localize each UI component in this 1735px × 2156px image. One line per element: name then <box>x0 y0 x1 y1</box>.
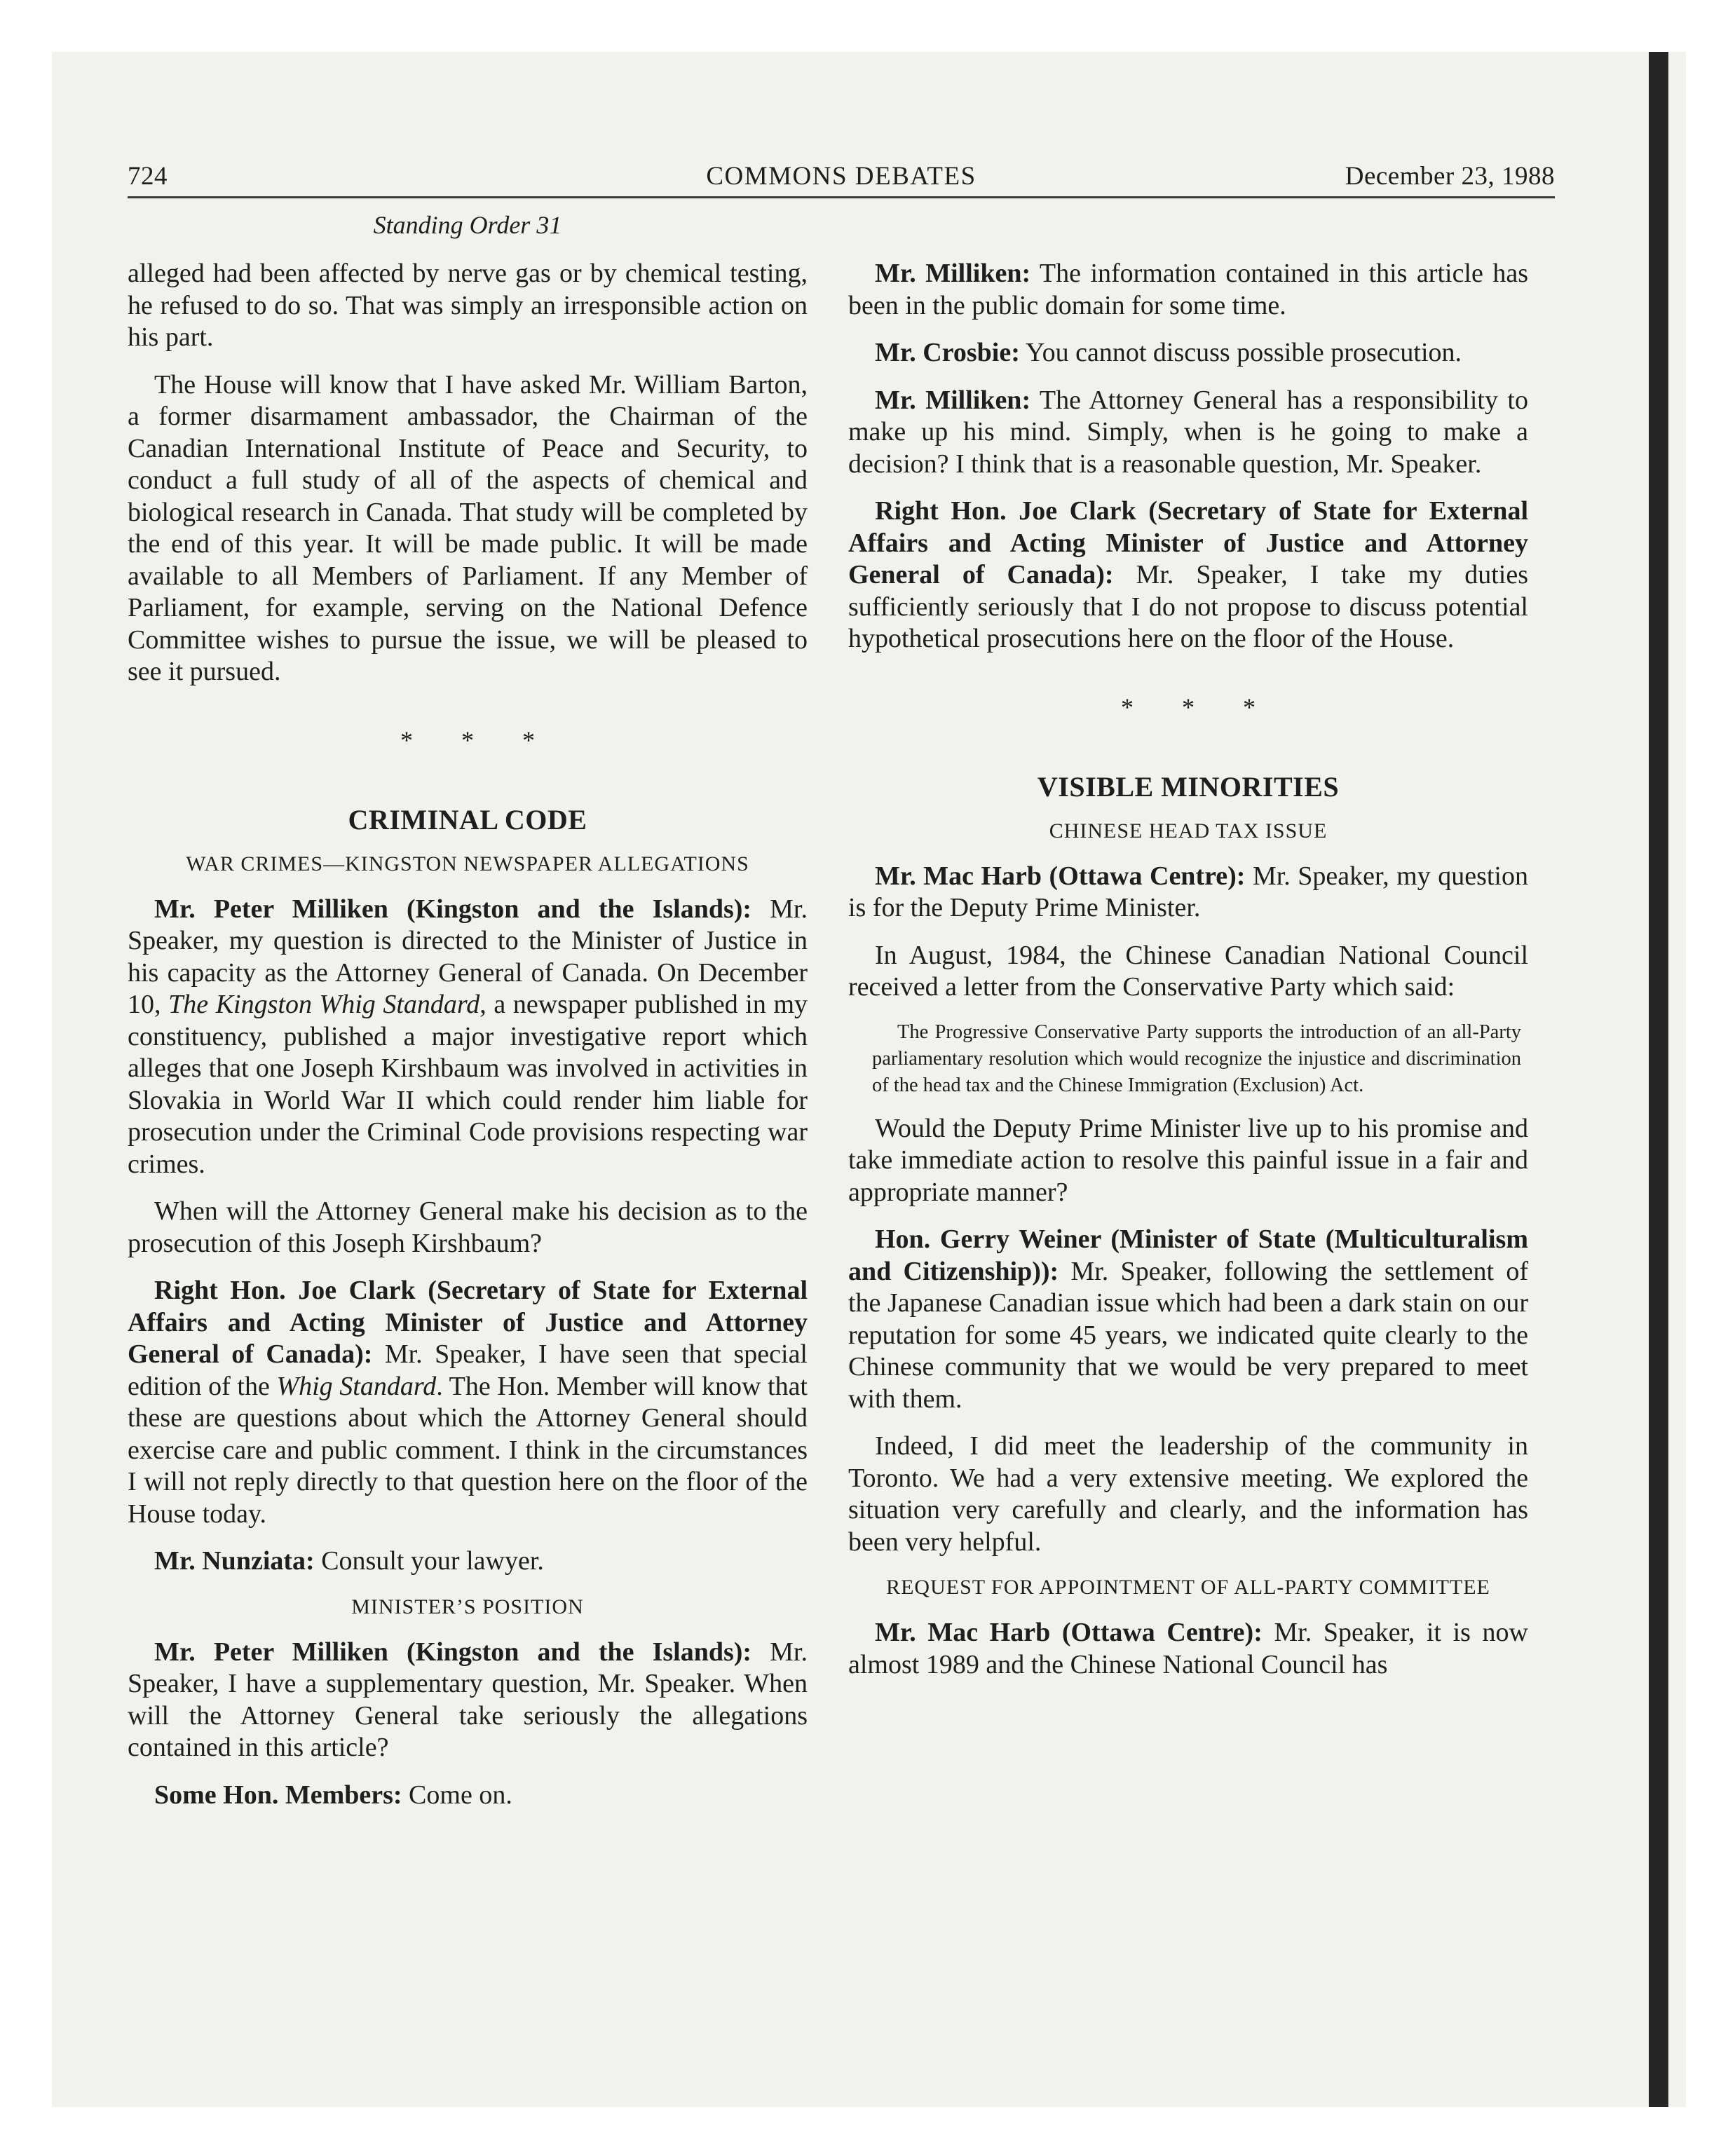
section-title: VISIBLE MINORITIES <box>1037 771 1340 803</box>
header-date: December 23, 1988 <box>1345 162 1555 191</box>
speaker-name: Mr. Peter Milliken (Kingston and the Islands): <box>154 1637 752 1667</box>
paragraph <box>848 385 1528 481</box>
right-column <box>848 258 1528 1696</box>
speech-text: Mr. Speaker, my question is for the Deputy Prime Minister. <box>848 861 1528 922</box>
speaker-name: Mr. Crosbie: <box>875 338 1020 367</box>
speaker-name: Mr. Mac Harb (Ottawa Centre): <box>875 861 1246 891</box>
speech-text: Mr. Speaker, it is now almost 1989 and the Chinese National Council has <box>848 1618 1528 1679</box>
block-quote: The Progressive Conservative Party supports the introduction of an all-Party parliamentary resolution which would recognize the injustice and discrimination of the head tax and the Chinese Immigration (Exclusion) Act. <box>872 1021 1521 1096</box>
binding-edge <box>1649 52 1668 2107</box>
paragraph: Would the Deputy Prime Minister live up to his promise and take immediate action to resolve this painful issue in a fair and appropriate manner? <box>848 1113 1528 1207</box>
paragraph <box>848 337 1528 369</box>
paragraph: alleged had been affected by nerve gas or by chemical testing, he refused to do so. That was simply an irresponsible action on his part. <box>128 259 808 352</box>
speech-text: You cannot discuss possible prosecution. <box>1019 338 1462 367</box>
paragraph <box>848 861 1528 925</box>
speaker-name: Hon. Gerry Weiner (Minister of State (Multiculturalism and Citizenship)): <box>848 1224 1528 1286</box>
speaker-name: Mr. Milliken: <box>875 385 1031 415</box>
speech-text: Mr. Speaker, I have a supplementary question, Mr. Speaker. When will the Attorney General take seriously the allegations contained in this article? <box>128 1637 808 1762</box>
paragraph <box>848 258 1528 322</box>
speech-text: Mr. Speaker, I have seen that special edition of the <box>128 1339 808 1401</box>
paragraph <box>128 1637 808 1764</box>
speech-text: The Attorney General has a responsibility to make up his mind. Simply, when is he going to make a decision? I think that is a reasonable question, Mr. Speaker. <box>848 385 1528 479</box>
paragraph <box>848 496 1528 655</box>
speaker-name: Mr. Milliken: <box>875 259 1031 288</box>
speaker-name: Mr. Peter Milliken (Kingston and the Islands): <box>154 894 752 924</box>
speaker-name: Right Hon. Joe Clark (Secretary of State for External Affairs and Acting Minister of Justice and Attorney General of Canada): <box>848 496 1528 589</box>
speaker-name: Mr. Nunziata: <box>154 1546 315 1576</box>
subsection-title: REQUEST FOR APPOINTMENT OF ALL-PARTY COMMITTEE <box>886 1576 1490 1599</box>
speech-text: Come on. <box>402 1780 512 1810</box>
paragraph <box>128 1780 808 1812</box>
publication-name: Whig Standard <box>276 1371 437 1401</box>
speech-text: Mr. Speaker, my question is directed to the Minister of Justice in his capacity as the Attorney General of Canada. On December 10, <box>128 894 808 1019</box>
speaker-name: Some Hon. Members: <box>154 1780 402 1810</box>
page-number: 724 <box>128 162 168 191</box>
speech-text: Mr. Speaker, following the settlement of the Japanese Canadian issue which had been a dark stain on our reputation for some 45 years, we indicated quite clearly to the Chinese community that we would be very prepared to meet with them. <box>848 1256 1529 1414</box>
speaker-name: Right Hon. Joe Clark (Secretary of State for External Affairs and Acting Minister of Justice and Attorney General of Canada): <box>128 1276 808 1369</box>
section-separator: * * * <box>400 725 556 754</box>
standing-order-label: Standing Order 31 <box>373 211 562 239</box>
subsection-title: WAR CRIMES—KINGSTON NEWSPAPER ALLEGATIONS <box>186 852 749 875</box>
section-title: CRIMINAL CODE <box>348 804 587 835</box>
paragraph: In August, 1984, the Chinese Canadian National Council received a letter from the Conservative Party which said: <box>848 940 1528 1002</box>
subsection-title: CHINESE HEAD TAX ISSUE <box>1049 819 1328 842</box>
speech-text: . The Hon. Member will know that these are questions about which the Attorney General should exercise care and public comment. I think in the circumstances I will not reply directly to that question here on the floor of the House today. <box>128 1371 808 1529</box>
left-column <box>128 258 808 1827</box>
publication-name: The Kingston Whig Standard <box>168 990 480 1019</box>
paragraph <box>848 1617 1528 1681</box>
paragraph: When will the Attorney General make his decision as to the prosecution of this Joseph Kirshbaum? <box>128 1196 808 1258</box>
paragraph: The House will know that I have asked Mr. William Barton, a former disarmament ambassador, the Chairman of the Canadian International Institute of Peace and Security, to conduct a full study of all of the aspects of chemical and biological research in Canada. That study will be completed by the end of this year. It will be made public. It will be made available to all Members of Parliament. If any Member of Parliament, for example, serving on the National Defence Committee wishes to pursue the issue, we will be pleased to see it pursued. <box>128 369 808 686</box>
subsection-title: MINISTER’S POSITION <box>351 1595 584 1618</box>
speech-text: Mr. Speaker, I take my duties sufficiently seriously that I do not propose to discuss potential hypothetical prosecutions here on the floor of the House. <box>848 560 1529 653</box>
speaker-name: Mr. Mac Harb (Ottawa Centre): <box>875 1618 1263 1647</box>
speech-text: , a newspaper published in my constituency, published a major investigative report which alleges that one Joseph Kirshbaum was involved in activities in Slovakia in World War II which could render him liable for prosecution under the Criminal Code provisions respecting war crimes. <box>128 990 808 1179</box>
publication-title: COMMONS DEBATES <box>706 162 977 191</box>
paragraph <box>848 1224 1528 1415</box>
speech-text: The information contained in this article has been in the public domain for some time. <box>848 259 1528 320</box>
section-separator: * * * <box>1121 692 1277 721</box>
paragraph <box>128 1546 808 1578</box>
paragraph <box>128 1275 808 1530</box>
running-header <box>128 156 1555 198</box>
speech-text: Consult your lawyer. <box>314 1546 544 1576</box>
paragraph: Indeed, I did meet the leadership of the community in Toronto. We had a very extensive meeting. We explored the situation very carefully and clearly, and the information has been very helpful. <box>848 1431 1528 1557</box>
paragraph <box>128 894 808 1181</box>
